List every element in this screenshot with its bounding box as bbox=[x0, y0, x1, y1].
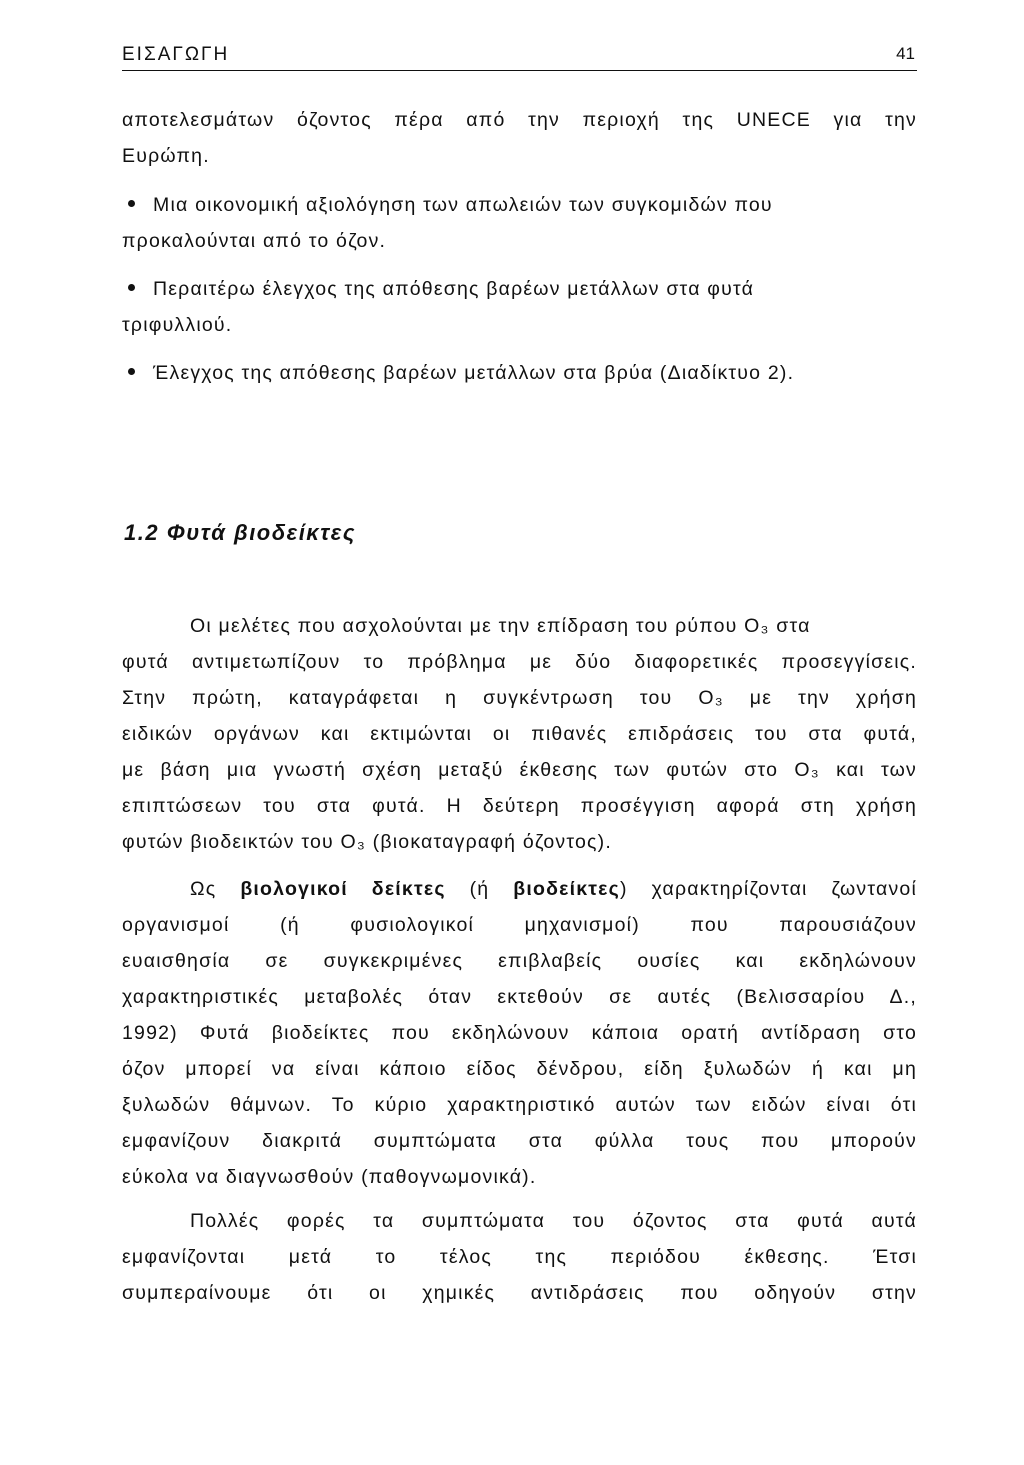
bullet-text: Έλεγχος της απόθεσης βαρέων μετάλλων στα βρύα (Διαδίκτυο 2). bbox=[153, 362, 795, 384]
text-line: φυτά αντιμετωπίζουν το πρόβλημα με δύο διαφορετικές προσεγγίσεις. bbox=[122, 651, 917, 673]
bullet-item bbox=[122, 187, 917, 259]
bullet-line bbox=[122, 187, 917, 223]
bullet-icon bbox=[128, 284, 135, 291]
bullet-continuation: τριφυλλιού. bbox=[122, 314, 233, 336]
text-line: φυτών βιοδεικτών του O₃ (βιοκαταγραφή όζοντος). bbox=[122, 831, 612, 853]
text-line: Πολλές φορές τα συμπτώματα του όζοντος στα φυτά αυτά bbox=[190, 1210, 917, 1232]
text-line: οργανισμοί (ή φυσιολογικοί μηχανισμοί) που παρουσιάζουν bbox=[122, 914, 917, 936]
paragraph-symptoms bbox=[122, 1203, 917, 1311]
paragraph-bioindicators bbox=[122, 871, 917, 1195]
text-run: Ως bbox=[190, 878, 241, 900]
text-line: εμφανίζονται μετά το τέλος της περιόδου έκθεσης. Έτσι bbox=[122, 1246, 917, 1268]
text-run: ) χαρακτηρίζονται ζωντανοί bbox=[619, 878, 917, 900]
term-bold: βιολογικοί δείκτες bbox=[240, 878, 446, 900]
bullet-line bbox=[122, 355, 917, 391]
text-line: εμφανίζουν διακριτά συμπτώματα στα φύλλα τους που μπορούν bbox=[122, 1130, 917, 1152]
text-line: χαρακτηριστικές μεταβολές όταν εκτεθούν σε αυτές (Βελισσαρίου Δ., bbox=[122, 986, 917, 1008]
bullet-text: Περαιτέρω έλεγχος της απόθεσης βαρέων μετάλλων στα φυτά bbox=[153, 278, 755, 300]
bullet-icon bbox=[128, 200, 135, 207]
text-line bbox=[122, 871, 917, 907]
text-line: επιπτώσεων του στα φυτά. Η δεύτερη προσέγγιση αφορά στη χρήση bbox=[122, 795, 917, 817]
bullet-item bbox=[122, 271, 917, 343]
intro-paragraph bbox=[122, 102, 917, 174]
page-header bbox=[122, 44, 917, 71]
text-line: Ευρώπη. bbox=[122, 145, 210, 167]
bullet-text: Μια οικονομική αξιολόγηση των απωλειών των συγκομιδών που bbox=[153, 194, 773, 216]
paragraph-approaches bbox=[122, 608, 917, 860]
text-line: συμπεραίνουμε ότι οι χημικές αντιδράσεις που οδηγούν στην bbox=[122, 1282, 917, 1304]
text-line: Οι μελέτες που ασχολούνται με την επίδραση του ρύπου O₃ στα bbox=[190, 615, 811, 637]
text-line: ξυλωδών θάμνων. Το κύριο χαρακτηριστικό αυτών των ειδών είναι ότι bbox=[122, 1094, 917, 1116]
bullet-continuation: προκαλούνται από το όζον. bbox=[122, 230, 387, 252]
term-bold: βιοδείκτες bbox=[513, 878, 620, 900]
text-run: (ή bbox=[445, 878, 514, 900]
bullet-icon bbox=[128, 368, 135, 375]
text-line: ευαισθησία σε συγκεκριμένες επιβλαβείς ουσίες και εκδηλώνουν bbox=[122, 950, 917, 972]
text-line: εύκολα να διαγνωσθούν (παθογνωμονικά). bbox=[122, 1166, 537, 1188]
text-line: 1992) Φυτά βιοδείκτες που εκδηλώνουν κάποια ορατή αντίδραση στο bbox=[122, 1022, 917, 1044]
text-line: ειδικών οργάνων και εκτιμώνται οι πιθανές επιδράσεις του στα φυτά, bbox=[122, 723, 917, 745]
text-line: Στην πρώτη, καταγράφεται η συγκέντρωση του O₃ με την χρήση bbox=[122, 687, 917, 709]
page-number: 41 bbox=[896, 44, 915, 63]
chapter-title: ΕΙΣΑΓΩΓΗ bbox=[122, 44, 230, 65]
text-line: όζον μπορεί να είναι κάποιο είδος δένδρου, είδη ξυλωδών ή και μη bbox=[122, 1058, 917, 1080]
bullet-item bbox=[122, 355, 917, 391]
text-line: αποτελεσμάτων όζοντος πέρα από την περιοχή της UNECE για την bbox=[122, 109, 917, 131]
bullet-line bbox=[122, 271, 917, 307]
section-heading: 1.2 Φυτά βιοδείκτες bbox=[124, 520, 356, 545]
text-line: με βάση μια γνωστή σχέση μεταξύ έκθεσης των φυτών στο O₃ και των bbox=[122, 759, 917, 781]
